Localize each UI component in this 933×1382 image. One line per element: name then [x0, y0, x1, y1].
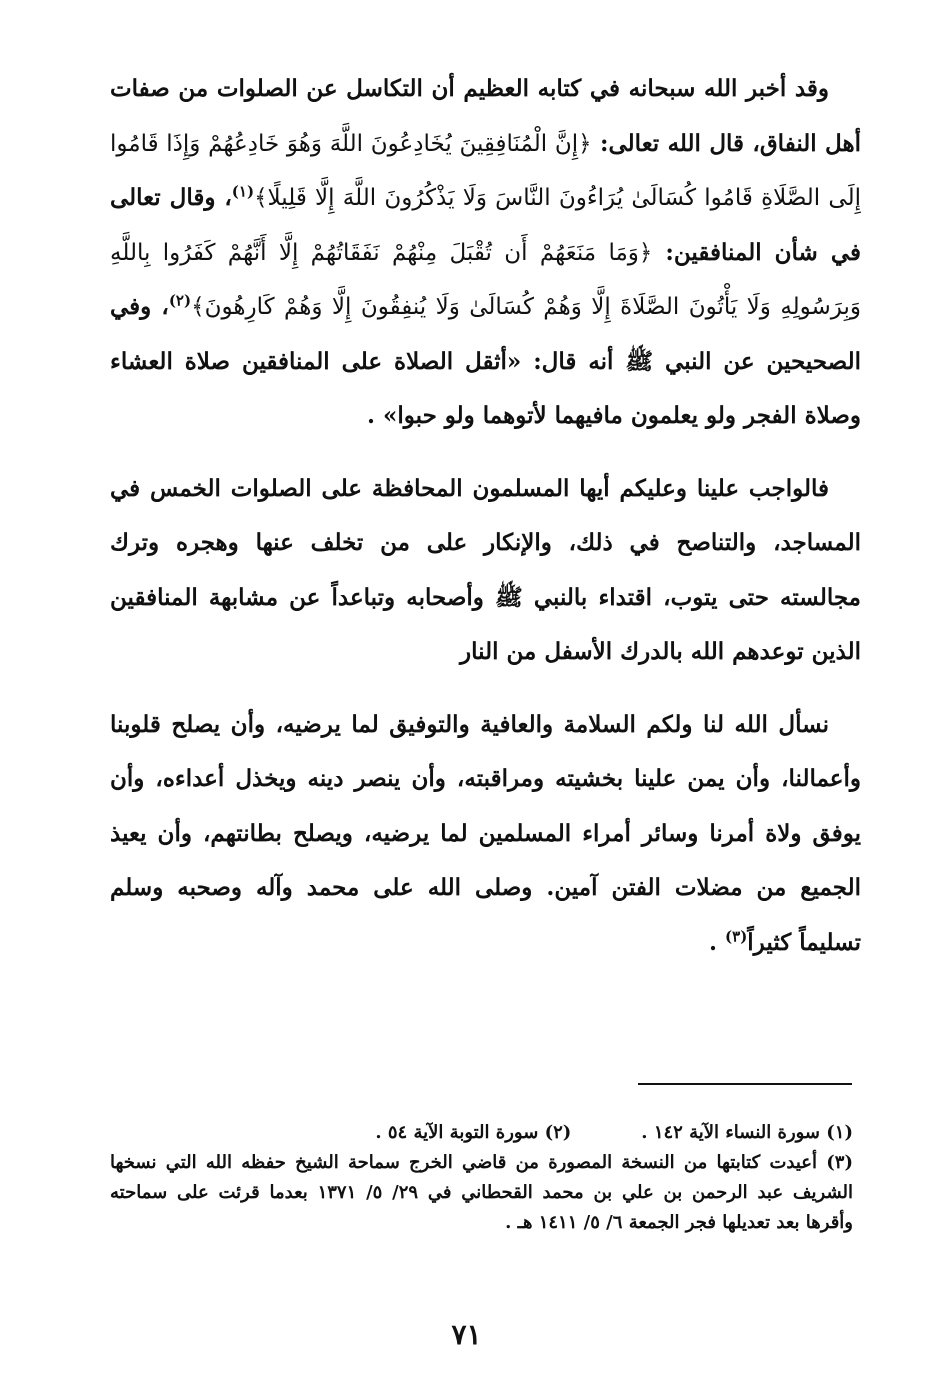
paragraph-3: [110, 698, 861, 971]
footnote-ref-2: (٢): [168, 291, 192, 310]
paragraph-1: [110, 62, 861, 444]
footnote-divider: [638, 1083, 852, 1085]
footnote-ref-3: (٣): [725, 926, 748, 945]
quran-verse-2: ﴿وَمَا مَنَعَهُمْ أَن تُقْبَلَ مِنْهُمْ نَفَقَاتُهُمْ إِلَّا أَنَّهُمْ كَفَرُوا بِاللَّهِ وَبِرَسُولِهِ وَلَا يَأْتُونَ الصَّلَاةَ إِلَّا وَهُمْ كُسَالَىٰ وَلَا يُنفِقُونَ إِلَّا وَهُمْ كَارِهُونَ﴾: [110, 239, 862, 320]
paragraph-1-outro: ، وفي الصحيحين عن النبي ﷺ أنه قال: «أثقل الصلاة على المنافقين صلاة العشاء وصلاة الفجر ولو يعلمون مافيهما لأتوهما ولو حبوا» .: [110, 293, 861, 429]
paragraph-1-mid: ، وقال تعالى في شأن المنافقين:: [110, 184, 861, 266]
main-text: [110, 62, 861, 970]
footnote-row: [110, 1118, 853, 1148]
footnote-ref-1: (١): [231, 182, 255, 201]
paragraph-2: فالواجب علينا وعليكم أيها المسلمون المحافظة على الصلوات الخمس في المساجد، والتناصح في ذلك، والإنكار على من تخلف عنها وهجره وترك مجالسته حتى يتوب، اقتداء بالنبي ﷺ وأصحابه وتباعداً عن مشابهة المنافقين الذين توعدهم الله بالدرك الأسفل من النار: [110, 474, 861, 665]
footnote-3: (٣) أعيدت كتابتها من النسخة المصورة من قاضي الخرج سماحة الشيخ حفظه الله التي نسخها الشريف عبد الرحمن بن علي بن محمد القحطاني في ٢٩/ ٥/ ١٣٧١ بعدما قرئت على سماحته وأقرها بعد تعديلها فجر الجمعة ٦/ ٥/ ١٤١١ هـ .: [110, 1152, 854, 1233]
footnote-1: (١) سورة النساء الآية ١٤٢ .: [641, 1122, 853, 1143]
page-number: ٧١: [451, 1318, 482, 1351]
paragraph-1-intro: وقد أخبر الله سبحانه في كتابه العظيم أن التكاسل عن الصلوات من صفات أهل النفاق، قال الله تعالى:: [110, 75, 861, 157]
quran-verse-1: ﴿إِنَّ الْمُنَافِقِينَ يُخَادِعُونَ اللَّهَ وَهُوَ خَادِعُهُمْ وَإِذَا قَامُوا إِلَى الصَّلَاةِ قَامُوا كُسَالَىٰ يُرَاءُونَ النَّاسَ وَلَا يَذْكُرُونَ اللَّهَ إِلَّا قَلِيلًا﴾: [110, 130, 861, 211]
paragraph-3-end: .: [709, 928, 726, 956]
paragraph-3-text: نسأل الله لنا ولكم السلامة والعافية والتوفيق لما يرضيه، وأن يصلح قلوبنا وأعمالنا، وأن يمن علينا بخشيته ومراقبته، وأن ينصر دينه ويخذل أعداءه، وأن يوفق ولاة أمرنا وسائر أمراء المسلمين لما يرضيه، ويصلح بطانتهم، وأن يعيذ الجميع من مضلات الفتن آمين. وصلى الله على محمد وآله وصحبه وسلم تسليماً كثيراً: [110, 710, 861, 956]
footnotes: [110, 1118, 853, 1238]
footnote-2: (٢) سورة التوبة الآية ٥٤ .: [375, 1122, 572, 1143]
